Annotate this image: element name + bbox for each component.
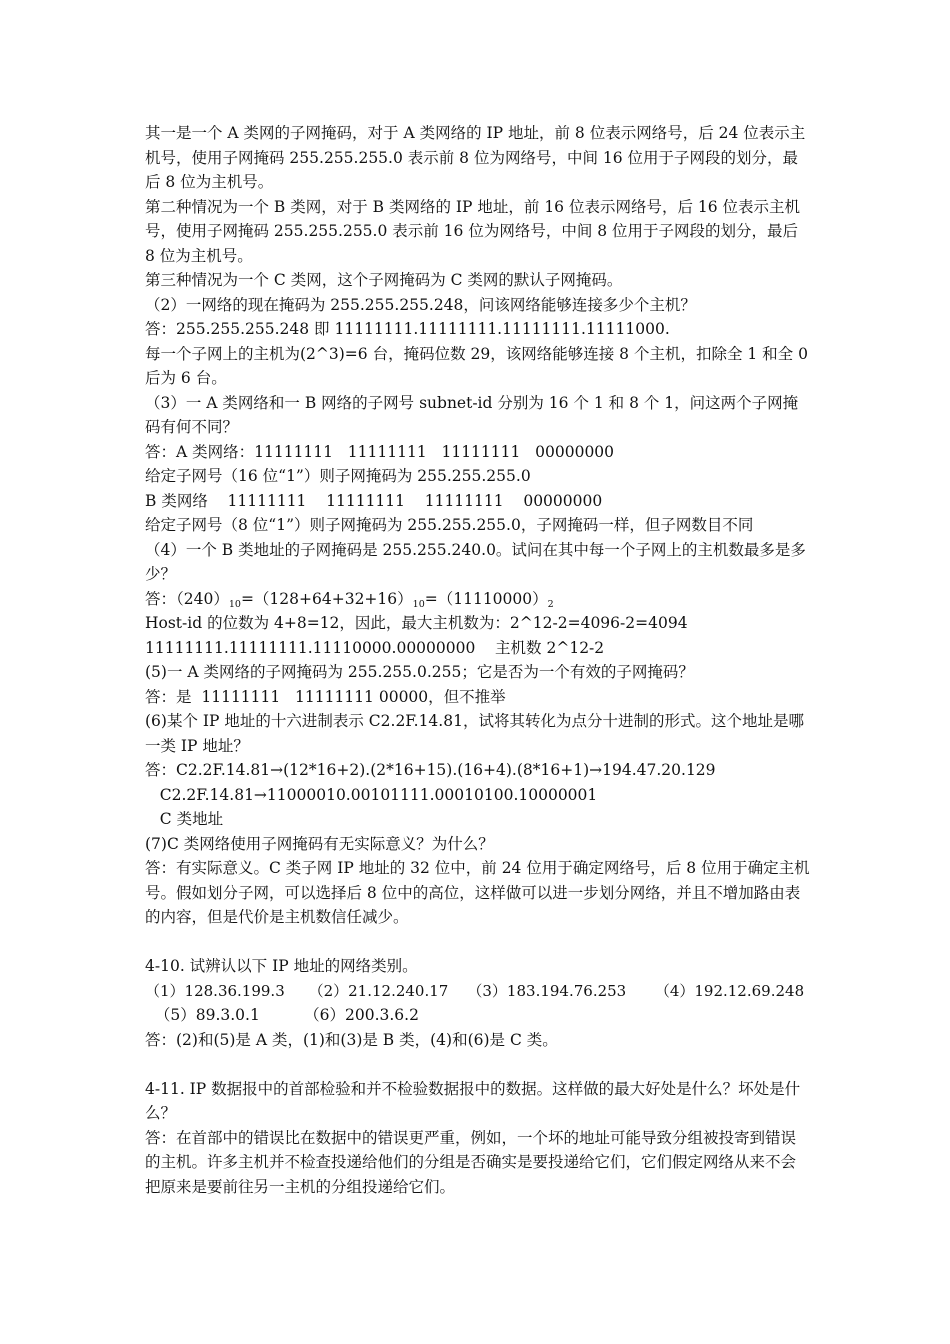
answer-4-sub-b: 10 bbox=[412, 598, 425, 610]
document-body bbox=[145, 121, 810, 1199]
question-4-10-items-1: （1）128.36.199.3 （2）21.12.240.17 （3）183.194.76.253 （4）192.12.69.248 bbox=[145, 981, 805, 1000]
question-4-11: 4-11. IP 数据报中的首部检验和并不检验数据报中的数据。这样做的最大好处是什么？坏处是什么？ bbox=[145, 1079, 801, 1122]
blank-line bbox=[145, 1052, 810, 1077]
answer-6-line-3: C 类地址 bbox=[145, 810, 224, 828]
answer-4-line-2: Host-id 的位数为 4+8=12，因此，最大主机数为：2^12-2=4096-2=4094 bbox=[145, 614, 688, 632]
answer-4-part-a: 答：（240） bbox=[145, 589, 229, 608]
paragraph-class-b-mask: 第二种情况为一个 B 类网，对于 B 类网络的 IP 地址，前 16 位表示网络号，后 16 位表示主机号，使用子网掩码 255.255.255.0 表示前 16 位为网络号，中间 8 位用于子网段的划分，最后 8 位为主机号。 bbox=[145, 197, 801, 265]
answer-6-line-2: C2.2F.14.81→11000010.00101111.00010100.10000001 bbox=[145, 785, 598, 804]
answer-4-line-1 bbox=[145, 587, 810, 612]
question-4: （4）一个 B 类地址的子网掩码是 255.255.240.0。试问在其中每一个子网上的主机数最多是多少？ bbox=[145, 540, 806, 583]
answer-3-line-3: B 类网络 11111111 11111111 11111111 00000000 bbox=[145, 491, 603, 510]
blank-line bbox=[145, 930, 810, 955]
answer-4-sub-a: 10 bbox=[228, 598, 241, 610]
answer-4-11: 答：在首部中的错误比在数据中的错误更严重，例如，一个坏的地址可能导致分组被投寄到错误的主机。许多主机并不检查投递给他们的分组是否确实是要投递给它们，它们假定网络从来不会把原来是要前往另一主机的分组投递给它们。 bbox=[145, 1128, 797, 1196]
answer-7: 答：有实际意义。C 类子网 IP 地址的 32 位中，前 24 位用于确定网络号，后 8 位用于确定主机号。假如划分子网，可以选择后 8 位中的高位，这样做可以进一步划分网络，并且不增加路由表的内容，但是代价是主机数信任减少。 bbox=[145, 859, 810, 926]
paragraph-class-c-mask: 第三种情况为一个 C 类网，这个子网掩码为 C 类网的默认子网掩码。 bbox=[145, 271, 623, 289]
answer-4-part-b: =（128+64+32+16） bbox=[240, 589, 413, 608]
answer-4-sub-c: 2 bbox=[547, 598, 554, 610]
question-2: （2）一网络的现在掩码为 255.255.255.248，问该网络能够连接多少个主机？ bbox=[145, 295, 696, 314]
answer-4-line-3: 11111111.11111111.11110000.00000000 主机数 2^12-2 bbox=[145, 638, 605, 657]
question-6: (6)某个 IP 地址的十六进制表示 C2.2F.14.81，试将其转化为点分十进制的形式。这个地址是哪一类 IP 地址？ bbox=[145, 712, 804, 755]
paragraph-class-a-mask: 其一是一个 A 类网的子网掩码，对于 A 类网络的 IP 地址，前 8 位表示网络号，后 24 位表示主机号，使用子网掩码 255.255.255.0 表示前 8 位为网络号，中间 16 位用于子网段的划分，最后 8 位为主机号。 bbox=[145, 124, 806, 191]
question-7: (7)C 类网络使用子网掩码有无实际意义？为什么？ bbox=[145, 834, 494, 853]
question-4-10-items-2: （5）89.3.0.1 （6）200.3.6.2 bbox=[145, 1006, 419, 1024]
question-3: （3）一 A 类网络和一 B 网络的子网号 subnet-id 分别为 16 个 1 和 8 个 1，问这两个子网掩码有何不同？ bbox=[145, 393, 799, 436]
question-5: (5)一 A 类网络的子网掩码为 255.255.0.255；它是否为一个有效的子网掩码？ bbox=[145, 663, 694, 681]
answer-2-line-1: 答：255.255.255.248 即 11111111.11111111.11111111.11111000. bbox=[145, 320, 670, 338]
answer-2-line-2: 每一个子网上的主机为(2^3)=6 台，掩码位数 29，该网络能够连接 8 个主机，扣除全 1 和全 0 后为 6 台。 bbox=[145, 344, 808, 387]
answer-3-line-2: 给定子网号（16 位“1”）则子网掩码为 255.255.255.0 bbox=[145, 467, 531, 485]
answer-3-line-4: 给定子网号（8 位“1”）则子网掩码为 255.255.255.0，子网掩码一样，但子网数目不同 bbox=[145, 516, 754, 534]
question-4-10: 4-10. 试辨认以下 IP 地址的网络类别。 bbox=[145, 957, 418, 975]
answer-3-line-1: 答：A 类网络：11111111 11111111 11111111 00000000 bbox=[145, 442, 615, 461]
answer-4-part-c: =（11110000） bbox=[424, 589, 548, 608]
answer-6-line-1: 答：C2.2F.14.81→(12*16+2).(2*16+15).(16+4).(8*16+1)→194.47.20.129 bbox=[145, 761, 716, 779]
answer-5: 答：是 11111111 11111111 00000，但不推举 bbox=[145, 687, 506, 706]
answer-4-10: 答：(2)和(5)是 A 类，(1)和(3)是 B 类，(4)和(6)是 C 类。 bbox=[145, 1030, 558, 1049]
